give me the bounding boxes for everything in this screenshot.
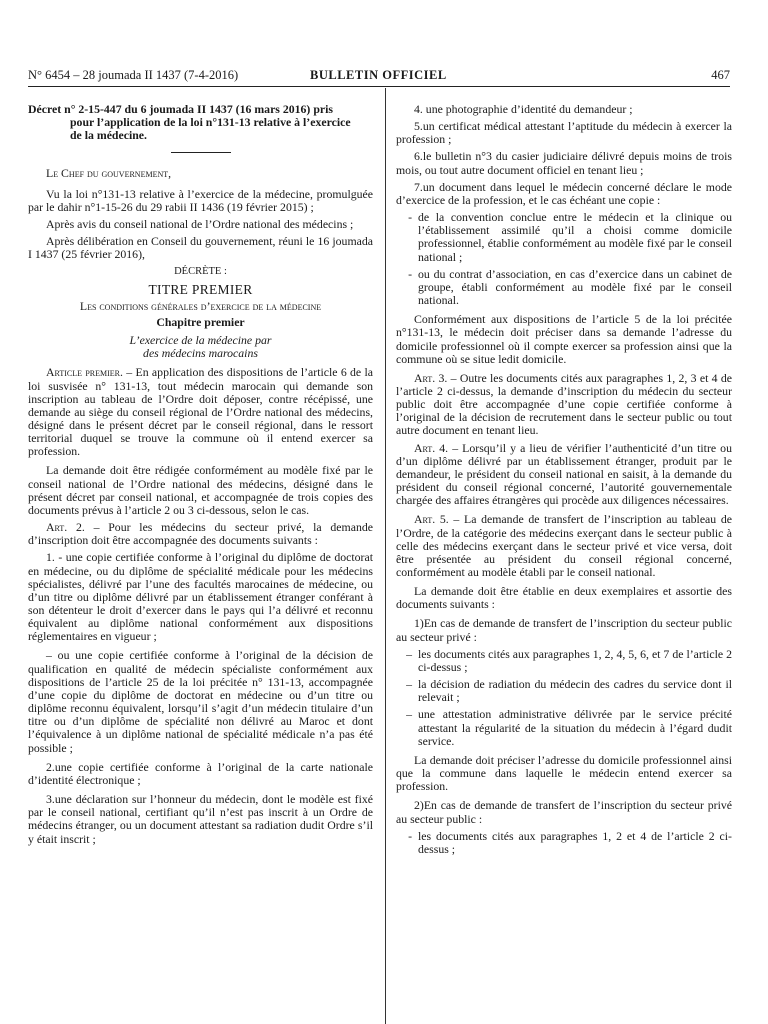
chapitre-subheading-2: des médecins marocains (143, 346, 258, 361)
header-issue: N° 6454 – 28 joumada II 1437 (7-4-2016) (28, 68, 239, 82)
list-item (396, 708, 732, 747)
item-7a: de la convention conclue entre le médecin et la clinique ou l’établissement assimilé qu’il a choisi comme domicile professionnel, établie conformément au modèle fixé par le conseil national ; (418, 210, 732, 264)
article-5-text: – La demande de transfert de l’inscription au tableau de l’Ordre, de la catégorie des médecins exerçant dans le secteur public à celle des médecins exerçant dans le secteur privé et vice versa, doit être présentée au président du conseil régional concerné, conformément au modèle établi par le conseil national. (396, 512, 732, 579)
article-3-label: Art. 3. (414, 370, 448, 385)
titre-heading: TITRE PREMIER (148, 281, 253, 297)
precise-paragraph: La demande doit préciser l’adresse du domicile professionnel ainsi que la commune dans laquelle le médecin entend exercer sa profession. (396, 752, 732, 794)
case-2-heading: 2)En cas de demande de transfert de l’inscription du secteur privé au secteur public : (396, 798, 732, 826)
article-1-text: – En application des dispositions de l’article 6 de la loi susvisée n° 131-13, tout médecin marocain qui demande son inscription au tableau de l’Ordre doit déposer, contre récépissé, une demande au siège du conseil régional de l’Ordre national des médecins, désigné dans le présent décret par le conseil régional, dans le ressort territorial duquel se trouve la commune où il entend exercer sa profession. (28, 365, 373, 459)
dash-bullet: - (408, 266, 412, 281)
decrete-heading: DÉCRÈTE : (174, 266, 227, 278)
article-2 (28, 521, 373, 547)
article-5 (396, 513, 732, 579)
chapitre-heading: Chapitre premier (156, 314, 245, 329)
article-2-item-2: 2.une copie certifiée conforme à l’original de la carte nationale d’identité électronique ; (28, 759, 373, 787)
dash-bullet: – (406, 646, 412, 661)
list-item (396, 830, 732, 856)
article-2-item-4: 4. une photographie d’identité du demandeur ; (414, 102, 633, 116)
case-1-item-a: les documents cités aux paragraphes 1, 2, 4, 5, 6, et 7 de l’article 2 ci-dessus ; (418, 646, 732, 674)
article-2-text: – Pour les médecins du secteur privé, la demande d’inscription doit être accompagnée des documents suivants : (28, 520, 373, 548)
chapitre-subheading-1: L’exercice de la médecine par (129, 333, 272, 348)
article-2-item-1b: – ou une copie certifiée conforme à l’original de la décision de qualification en qualité de médecin spécialiste conformément aux dispositions de l’article 25 de la loi précitée n° 131-13, accompagnée d’une copie du diplôme de doctorat en médecine ou d’un titre ou diplôme reconnu équivalent, lorsqu’il s’agit d’un médecin titulaire d’un titre ou d’un diplôme de spécialité non délivré au Maroc et dont l’équivalence à un diplôme national de spécialité médicale n’a pas été possible ; (28, 648, 373, 755)
decree-title-line-1: Décret n° 2-15-447 du 6 joumada II 1437 (16 mars 2016) pris (28, 102, 333, 116)
dash-bullet: - (408, 828, 412, 843)
article-2-item-5: 5.un certificat médical attestant l’aptitude du médecin à exercer la profession ; (396, 119, 732, 147)
decree-title (28, 103, 373, 142)
article-1-label: Article premier. (46, 365, 123, 380)
header-title: BULLETIN OFFICIEL (310, 68, 447, 82)
article-1-paragraph-2: La demande doit être rédigée conformément au modèle fixé par le conseil national de l’Ordre national des médecins, désigné dans le présent décret par conseil national, et accompagnée de trois copies des documents prévus à l’article 2 ou 3 ci-dessous, selon le cas. (28, 463, 373, 517)
list-item (396, 648, 732, 674)
article-5-paragraph-2: La demande doit être établie en deux exemplaires et assortie des documents suivants : (396, 584, 732, 612)
dash-bullet: – (406, 707, 412, 722)
avis-paragraph: Après avis du conseil national de l’Ordre national des médecins ; (46, 216, 354, 231)
chef-gouvernement: Le Chef du gouvernement, (46, 166, 172, 181)
decree-title-line-2: pour l’application de la loi n°131-13 relative à l’exercice (70, 115, 351, 130)
case-2-item-a: les documents cités aux paragraphes 1, 2 et 4 de l’article 2 ci-dessus ; (418, 828, 732, 856)
dash-bullet: - (408, 210, 412, 225)
article-2-item-1: 1. - une copie certifiée conforme à l’original du diplôme de doctorat en médecine, ou du diplôme de spécialité médicale pour les médecins spécialistes, délivré par l’une des facultés marocaines de médecine, ou d’un titre ou diplôme délivré par un établissement étranger conférant à son détenteur le droit d’exercer dans le pays qui l’a délivré et reconnu équivalent au diplôme national conformément aux dispositions réglementaires en vigueur ; (28, 550, 373, 644)
article-4 (396, 442, 732, 508)
article-2-item-3: 3.une déclaration sur l’honneur du médecin, dont le modèle est fixé par le conseil national, certifiant qu’il n’est pas inscrit à un Ordre de médecins étranger, ou un document attestant sa radiation dudit Ordre s’il y était inscrit ; (28, 792, 373, 846)
decree-title-line-3: de la médecine. (70, 128, 147, 143)
titre-subheading: Les conditions générales d’exercice de la médecine (79, 298, 322, 313)
list-item (396, 678, 732, 704)
case-1-heading: 1)En cas de demande de transfert de l’inscription du secteur public au secteur privé : (396, 616, 732, 644)
right-column (396, 103, 732, 860)
title-separator (171, 152, 231, 153)
article-2-label: Art. 2. (46, 520, 85, 535)
header-rule (28, 86, 730, 87)
list-item (396, 268, 732, 307)
article-1 (28, 366, 373, 458)
conformement-paragraph: Conformément aux dispositions de l’article 5 de la loi précitée n°131-13, le médecin doit préciser dans sa demande l’adresse du domicile professionnel où il compte exercer sa profession ainsi que la commune où se situe ledit domicile. (396, 312, 732, 366)
article-3 (396, 372, 732, 438)
dash-bullet: – (406, 677, 412, 692)
article-4-text: – Lorsqu’il y a lieu de vérifier l’authenticité d’un titre ou d’un diplôme délivré par un établissement étranger, produit par le demandeur, le président du conseil national en saisit, à la demande du président du conseil régional concerné, l’autorité gouvernementale chargée des affaires étrangères qui procède aux diligences nécessaires. (396, 440, 732, 508)
article-3-text: – Outre les documents cités aux paragraphes 1, 2, 3 et 4 de l’article 2 ci-dessus, la demande d’inscription du médecin du secteur public doit être accompagnée d’une copie certifiée conforme à l’original de la décision de recrutement dans le secteur public ou tout autre document en tenant lieu. (396, 370, 732, 438)
article-4-label: Art. 4. (414, 440, 449, 455)
column-divider (385, 88, 386, 1024)
list-item (396, 211, 732, 264)
article-5-label: Art. 5. (414, 512, 449, 527)
left-column (28, 103, 373, 850)
article-2-item-7: 7.un document dans lequel le médecin concerné déclare le mode d’exercice de la profession, et le cas échéant une copie : (396, 179, 732, 207)
deliberation-paragraph: Après délibération en Conseil du gouvernement, réuni le 16 joumada I 1437 (25 février 2016), (28, 234, 373, 262)
case-1-item-b: la décision de radiation du médecin des cadres du service dont il relevait ; (418, 677, 732, 705)
vu-paragraph: Vu la loi n°131-13 relative à l’exercice de la médecine, promulguée par le dahir n°1-15-26 du 29 rabii II 1436 (19 février 2015) ; (28, 186, 373, 214)
case-1-item-c: une attestation administrative délivrée par le service précité attestant la régularité de la situation du médecin à l’égard dudit service. (418, 707, 732, 748)
page-number: 467 (711, 68, 730, 82)
article-2-item-6: 6.le bulletin n°3 du casier judiciaire délivré depuis moins de trois mois, ou tout autre document officiel en tenant lieu ; (396, 149, 732, 177)
item-7b: ou du contrat d’association, en cas d’exercice dans un cabinet de groupe, établi conformément au modèle fixé par le conseil national. (418, 266, 732, 308)
